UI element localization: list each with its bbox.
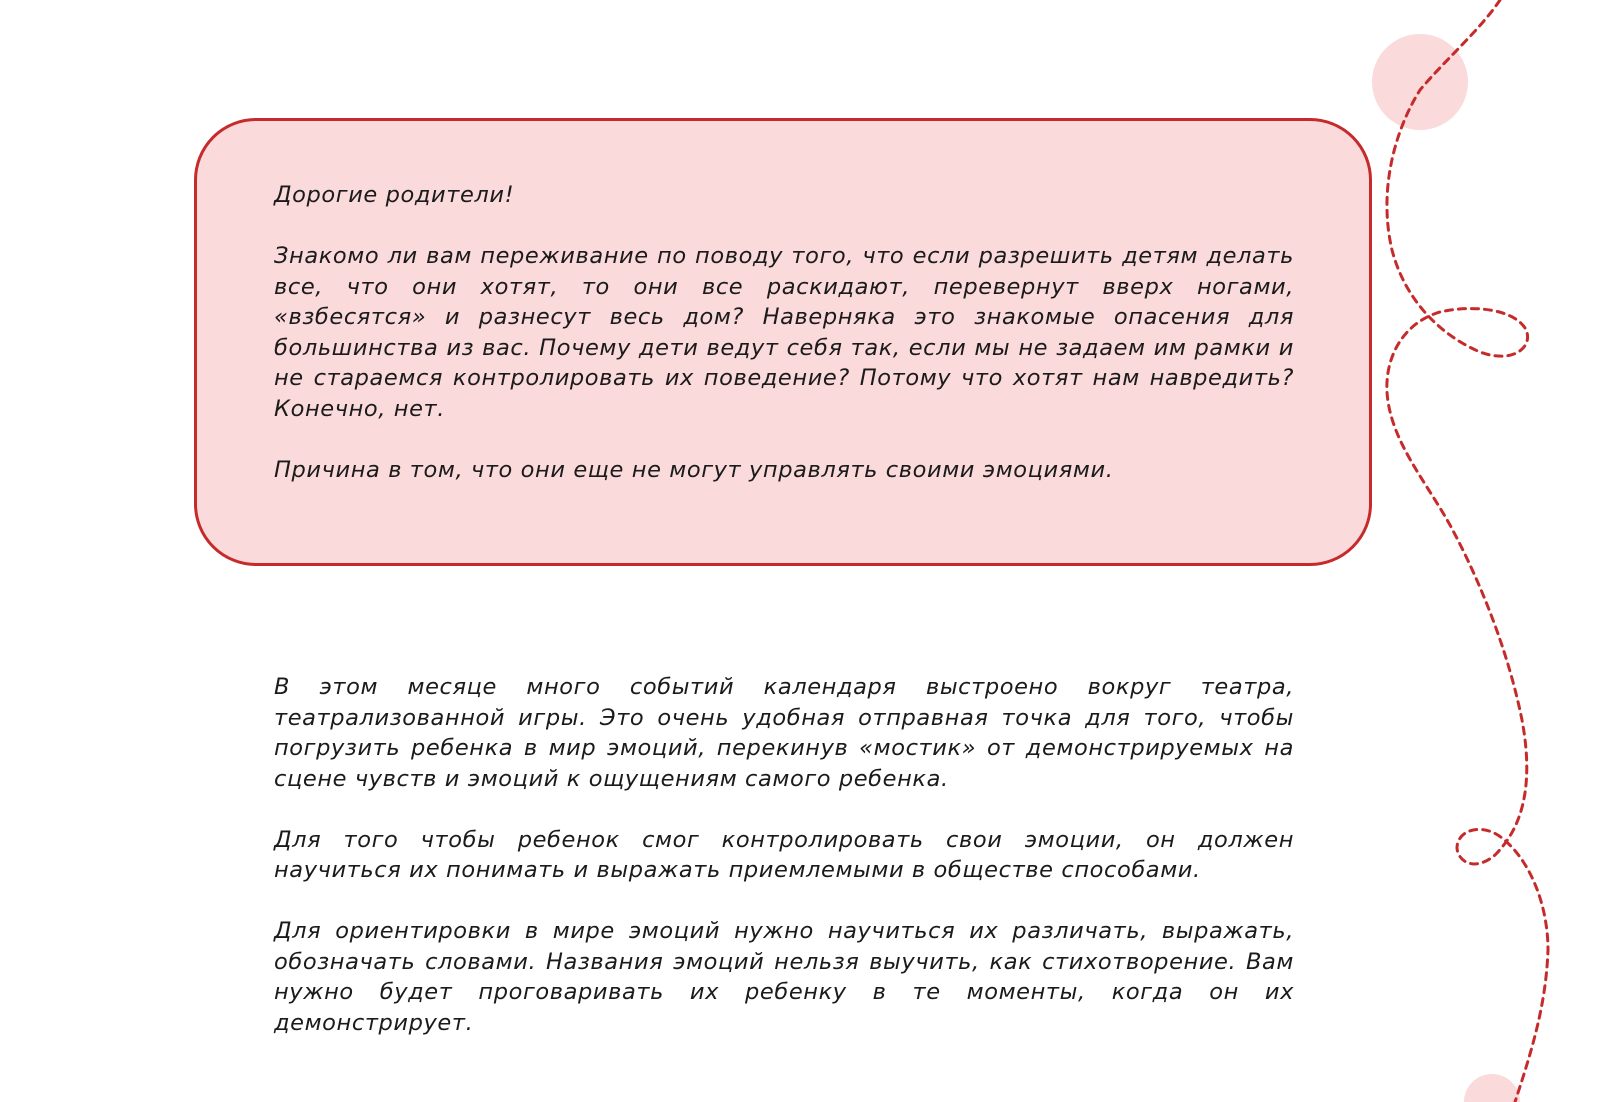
letter-text [274,180,1294,485]
body-text [274,672,1294,1038]
greeting: Дорогие родители! [274,182,515,208]
letter-paragraph-2: Причина в том, что они еще не могут управлять своими эмоциями. [274,456,1114,483]
decorative-circle-top [1372,34,1468,130]
body-paragraph-3: Для ориентировки в мире эмоций нужно научиться их различать, выражать, обозначать словами. Названия эмоций нельзя выучить, как стихотворение. Вам нужно будет проговаривать их ребенку в те моменты, когда он их демонстрирует. [274,918,1294,1036]
body-paragraph-1: В этом месяце много событий календаря выстроено вокруг театра, театрализованной игры. Это очень удобная отправная точка для того, чтобы погрузить ребенка в мир эмоций, перекинув «мостик» от демонстрируемых на сцене чувств и эмоций к ощущениям самого ребенка. [274,674,1294,792]
letter-paragraph-1: Знакомо ли вам переживание по поводу того, что если разрешить детям делать все, что они хотят, то они все раскидают, перевернут вверх ногами, «взбесятся» и разнесут весь дом? Наверняка это знакомые опасения для большинства из вас. Почему дети ведут себя так, если мы не задаем им рамки и не стараемся контролировать их поведение? Потому что хотят нам навредить? Конечно, нет. [274,243,1294,422]
dashed-thread-path [1387,0,1548,1102]
decorative-circle-bottom [1464,1074,1520,1102]
body-paragraph-2: Для того чтобы ребенок смог контролировать свои эмоции, он должен научиться их понимать и выражать приемлемыми в обществе способами. [274,826,1294,883]
